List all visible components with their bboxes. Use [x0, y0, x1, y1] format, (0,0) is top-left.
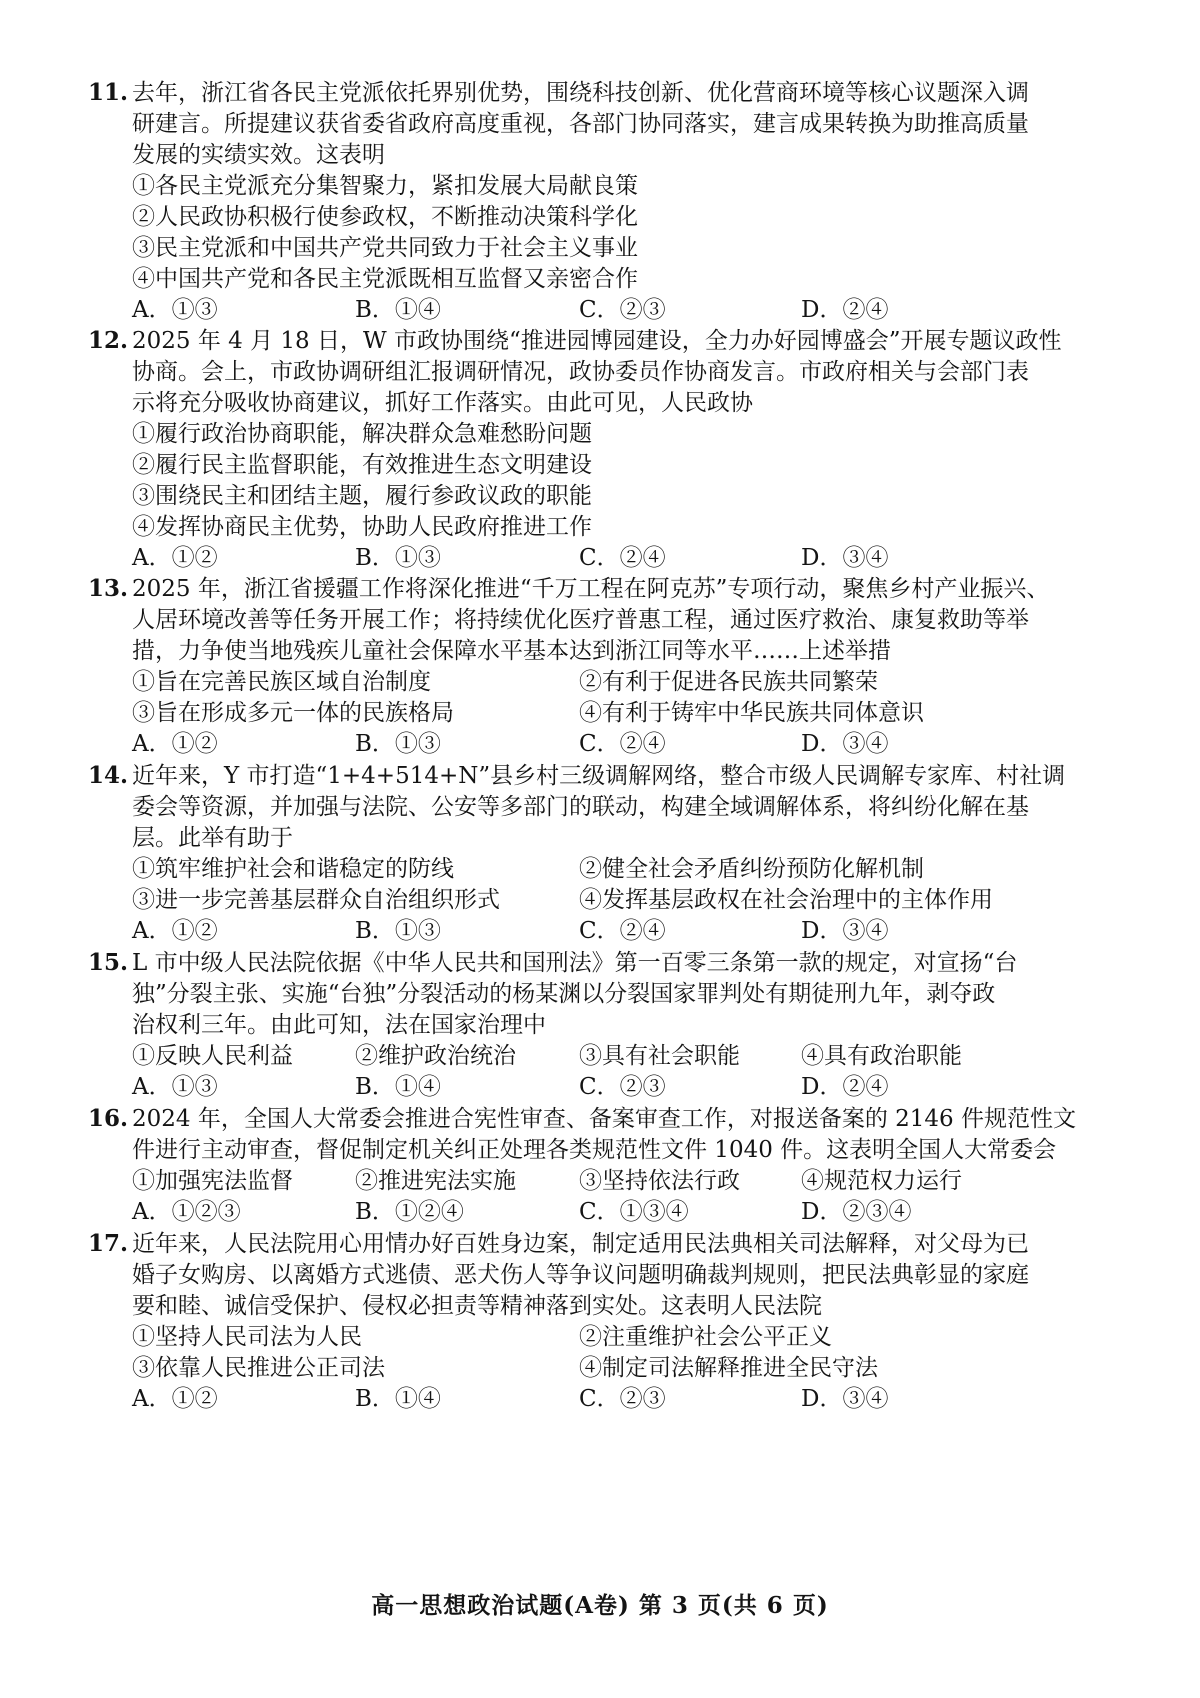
statement-item: ②推进宪法实施 [355, 1168, 516, 1194]
statement-item: ③围绕民主和团结主题，履行参政议政的职能 [132, 483, 592, 509]
question-stem-line: 层。此举有助于 [132, 825, 293, 851]
statement-item: ④制定司法解释推进全民守法 [579, 1355, 878, 1381]
option-a: A．①③ [132, 1074, 218, 1100]
statement-item: ④具有政治职能 [801, 1043, 962, 1069]
statement-item: ②维护政治统治 [355, 1043, 516, 1069]
statement-item: ①反映人民利益 [132, 1043, 293, 1069]
option-d: D．③④ [801, 545, 889, 571]
option-b: B．①④ [355, 1386, 441, 1412]
question-number: 17. [88, 1230, 129, 1257]
statement-item: ②人民政协积极行使参政权，不断推动决策科学化 [132, 204, 638, 230]
question-stem-line: 2025 年 4 月 18 日，W 市政协围绕“推进园博园建设，全力办好园博盛会”开展专题议政性 [132, 328, 1062, 354]
question-stem-line: 近年来，Y 市打造“1+4+514+N”县乡村三级调解网络，整合市级人民调解专家库、村社调 [132, 763, 1066, 789]
question-stem-line: 独”分裂主张、实施“台独”分裂活动的杨某渊以分裂国家罪判处有期徒刑九年，剥夺政 [132, 981, 996, 1007]
option-c: C．②③ [579, 1074, 666, 1100]
statement-item: ①履行政治协商职能，解决群众急难愁盼问题 [132, 421, 592, 447]
statement-item: ①各民主党派充分集智聚力，紧扣发展大局献良策 [132, 173, 638, 199]
question-stem-line: 发展的实绩实效。这表明 [132, 142, 385, 168]
option-d: D．③④ [801, 1386, 889, 1412]
statement-item: ①旨在完善民族区域自治制度 [132, 669, 431, 695]
question-number: 12. [88, 327, 129, 354]
option-d: D．②④ [801, 297, 889, 323]
question-stem-line: 措，力争使当地残疾儿童社会保障水平基本达到浙江同等水平……上述举措 [132, 638, 891, 664]
option-c: C．②③ [579, 1386, 666, 1412]
statement-item: ③坚持依法行政 [579, 1168, 740, 1194]
question-number: 15. [88, 949, 129, 976]
statement-item: ④有利于铸牢中华民族共同体意识 [579, 700, 924, 726]
option-d: D．③④ [801, 918, 889, 944]
statement-item: ④中国共产党和各民主党派既相互监督又亲密合作 [132, 266, 638, 292]
option-a: A．①② [132, 1386, 218, 1412]
statement-item: ③依靠人民推进公正司法 [132, 1355, 385, 1381]
page-footer: 高一思想政治试题(A卷) 第 3 页(共 6 页) [371, 1592, 829, 1619]
option-a: A．①② [132, 731, 218, 757]
question-stem-line: 婚子女购房、以离婚方式逃债、恶犬伤人等争议问题明确裁判规则，把民法典彰显的家庭 [132, 1262, 1029, 1288]
option-b: B．①③ [355, 918, 441, 944]
option-c: C．②④ [579, 731, 666, 757]
statement-item: ④发挥协商民主优势，协助人民政府推进工作 [132, 514, 592, 540]
question-stem-line: 研建言。所提建议获省委省政府高度重视，各部门协同落实，建言成果转换为助推高质量 [132, 111, 1029, 137]
question-number: 13. [88, 575, 129, 602]
option-b: B．①④ [355, 1074, 441, 1100]
statement-item: ①筑牢维护社会和谐稳定的防线 [132, 856, 454, 882]
option-d: D．②③④ [801, 1199, 912, 1225]
statement-item: ④发挥基层政权在社会治理中的主体作用 [579, 887, 993, 913]
option-c: C．②④ [579, 918, 666, 944]
question-number: 11. [88, 79, 129, 106]
statement-item: ②注重维护社会公平正义 [579, 1324, 832, 1350]
question-stem-line: 治权利三年。由此可知，法在国家治理中 [132, 1012, 546, 1038]
question-stem-line: 人居环境改善等任务开展工作；将持续优化医疗普惠工程，通过医疗救治、康复救助等举 [132, 607, 1029, 633]
option-c: C．②③ [579, 297, 666, 323]
option-c: C．②④ [579, 545, 666, 571]
option-c: C．①③④ [579, 1199, 689, 1225]
statement-item: ①坚持人民司法为人民 [132, 1324, 362, 1350]
option-a: A．①② [132, 918, 218, 944]
question-stem-line: 件进行主动审查，督促制定机关纠正处理各类规范性文件 1040 件。这表明全国人大常委会 [132, 1137, 1057, 1163]
option-d: D．②④ [801, 1074, 889, 1100]
option-d: D．③④ [801, 731, 889, 757]
option-b: B．①③ [355, 545, 441, 571]
option-a: A．①②③ [132, 1199, 241, 1225]
statement-item: ③民主党派和中国共产党共同致力于社会主义事业 [132, 235, 638, 261]
statement-item: ①加强宪法监督 [132, 1168, 293, 1194]
option-b: B．①④ [355, 297, 441, 323]
question-stem-line: 协商。会上，市政协调研组汇报调研情况，政协委员作协商发言。市政府相关与会部门表 [132, 359, 1029, 385]
statement-item: ④规范权力运行 [801, 1168, 962, 1194]
question-stem-line: 示将充分吸收协商建议，抓好工作落实。由此可见，人民政协 [132, 390, 753, 416]
question-stem-line: 去年，浙江省各民主党派依托界别优势，围绕科技创新、优化营商环境等核心议题深入调 [132, 80, 1029, 106]
question-stem-line: L 市中级人民法院依据《中华人民共和国刑法》第一百零三条第一款的规定，对宣扬“台 [132, 950, 1018, 976]
option-b: B．①③ [355, 731, 441, 757]
question-stem-line: 要和睦、诚信受保护、侵权必担责等精神落到实处。这表明人民法院 [132, 1293, 822, 1319]
question-number: 14. [88, 762, 129, 789]
question-stem-line: 委会等资源，并加强与法院、公安等多部门的联动，构建全域调解体系，将纠纷化解在基 [132, 794, 1029, 820]
option-b: B．①②④ [355, 1199, 464, 1225]
statement-item: ③旨在形成多元一体的民族格局 [132, 700, 454, 726]
question-stem-line: 2025 年，浙江省援疆工作将深化推进“千万工程在阿克苏”专项行动，聚焦乡村产业振兴、 [132, 576, 1050, 602]
statement-item: ②履行民主监督职能，有效推进生态文明建设 [132, 452, 592, 478]
question-number: 16. [88, 1105, 129, 1132]
question-stem-line: 2024 年，全国人大常委会推进合宪性审查、备案审查工作，对报送备案的 2146 件规范性文 [132, 1106, 1076, 1132]
statement-item: ②健全社会矛盾纠纷预防化解机制 [579, 856, 924, 882]
option-a: A．①③ [132, 297, 218, 323]
question-stem-line: 近年来，人民法院用心用情办好百姓身边案，制定适用民法典相关司法解释，对父母为已 [132, 1231, 1029, 1257]
option-a: A．①② [132, 545, 218, 571]
statement-item: ③具有社会职能 [579, 1043, 740, 1069]
statement-item: ②有利于促进各民族共同繁荣 [579, 669, 878, 695]
statement-item: ③进一步完善基层群众自治组织形式 [132, 887, 500, 913]
